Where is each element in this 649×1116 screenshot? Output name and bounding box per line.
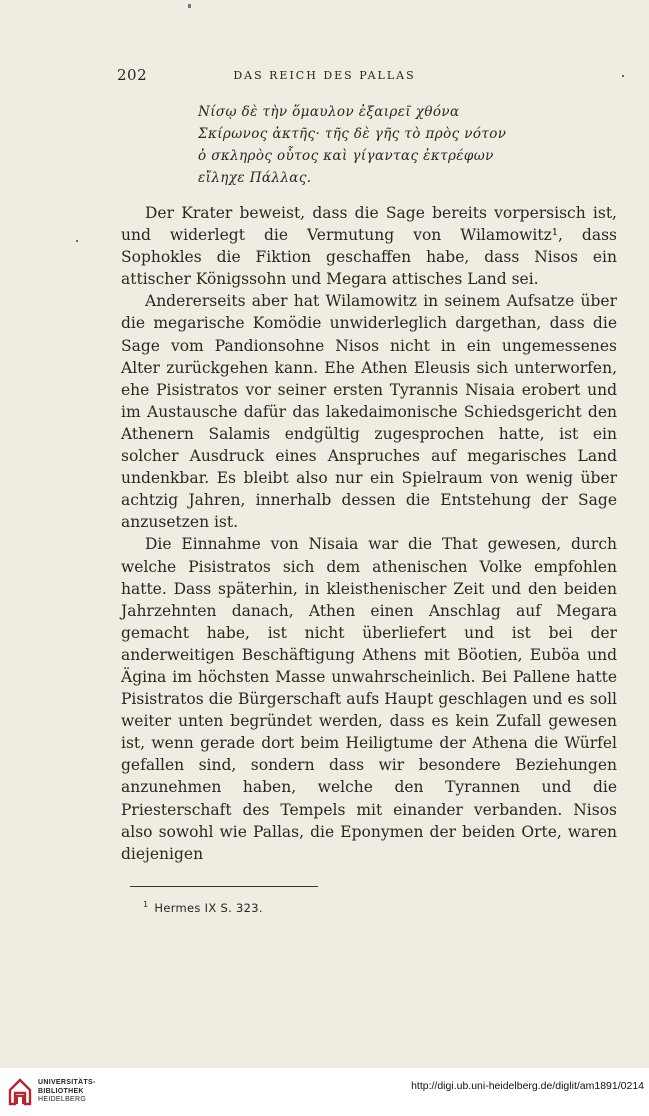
verse-line: Νίσῳ δὲ τὴν ὅμαυλον ἐξαιρεῖ χθόνα bbox=[198, 104, 460, 120]
body-text bbox=[121, 202, 617, 865]
verse-line: Σκίρωνος ἀκτῆς· τῆς δὲ γῆς τὸ πρὸς νότον bbox=[198, 126, 507, 142]
footnote-marker: 1 bbox=[143, 900, 149, 909]
greek-verse-quote bbox=[198, 101, 558, 189]
library-name-line: UNIVERSITÄTS- bbox=[38, 1079, 96, 1086]
verse-line: ὁ σκληρὸς οὗτος καὶ γίγαντας ἐκτρέφων bbox=[198, 148, 494, 164]
paragraph: Die Einnahme von Nisaia war die That gewesen, durch welche Pisistratos sich dem athenischen Volke empfohlen hatte. Dass späterhin, in kleisthenischer Zeit und den beiden Jahrzehnten danach, Athen einen Anschlag auf Megara gemacht habe, ist nicht überliefert und ist bei der anderweitigen Beschäftigung Athens mit Böotien, Euböa und Ägina im höchsten Masse unwahrscheinlich. Bei Pallene hatte Pisistratos die Bürgerschaft aufs Haupt geschlagen und es soll weiter unten begründet werden, dass es kein Zufall gewesen ist, wenn gerade dort beim Heiligtume der Athena die Würfel gefallen sind, sondern dass wir besondere Beziehungen anzunehmen haben, welche den Tyrannen und die Priesterschaft des Tempels mit einander verbanden. Nisos also sowohl wie Pallas, die Eponymen der beiden Orte, waren diejenigen bbox=[121, 535, 617, 863]
scan-speck bbox=[76, 240, 78, 242]
library-name bbox=[38, 1079, 96, 1105]
paragraph: Der Krater beweist, dass die Sage bereits vorpersisch ist, und widerlegt die Vermutung von Wilamowitz¹, dass Sophokles die Fiktion geschaffen habe, dass Nisos ein attischer Königssohn und Megara attisches Land sei. bbox=[121, 204, 617, 289]
scan-speck bbox=[188, 4, 191, 8]
footnote-text: Hermes IX S. 323. bbox=[154, 900, 263, 915]
paragraph: Andererseits aber hat Wilamowitz in seinem Aufsatze über die megarische Komödie unwiderleglich dargethan, dass die Sage vom Pandionsohne Nisos nicht in ein ungemessenes Alter zurückgehen kann. Ehe Athen Eleusis sich unterworfen, ehe Pisistratos vor seiner ersten Tyrannis Nisaia erobert und im Austausche dafür das lakedaimonische Schiedsgericht den Athenern Salamis endgültig zugesprochen hatte, ist ein solcher Ausdruck eines Anspruches auf megarisches Land undenkbar. Es bleibt also nur ein Spielraum von wenig über achtzig Jahren, innerhalb dessen die Entstehung der Sage anzusetzen ist. bbox=[121, 292, 617, 532]
footnote bbox=[143, 900, 263, 915]
library-name-line: BIBLIOTHEK bbox=[38, 1087, 84, 1095]
verse-line: εἴληχε Πάλλας. bbox=[198, 170, 312, 186]
page-number: 202 bbox=[117, 66, 148, 84]
source-url-link[interactable]: http://digi.ub.uni-heidelberg.de/diglit/am1891/0214 bbox=[411, 1080, 644, 1092]
footnote-rule bbox=[130, 886, 318, 887]
library-logo-icon bbox=[8, 1076, 32, 1106]
running-head: DAS REICH DES PALLAS bbox=[233, 69, 416, 82]
digitization-footer bbox=[0, 1067, 649, 1116]
library-name-line: HEIDELBERG bbox=[38, 1096, 87, 1103]
